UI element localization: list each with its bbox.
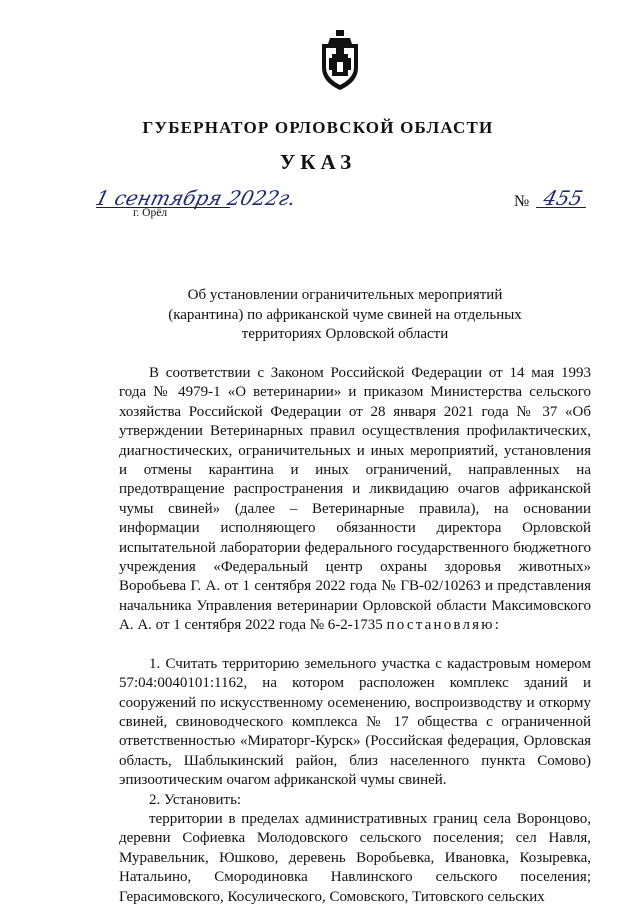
item-2-paragraph: территории в пределах административных границ села Воронцово, деревни Софиевка Молодовского сельского поселения; сел Навля, Муравельник, Юшково, деревень Воробьевка, Ивановка, Козыревка, Натальино, Смородиновка Навлинского сельского поселения; Герасимовского, Косулического, Сомовского, Титовского сельских: [119, 810, 591, 905]
handwritten-date: 1 сентября 2022г.: [93, 186, 299, 210]
city-label: г. Орёл: [133, 207, 168, 219]
title-line: Об установлении ограничительных мероприятий: [187, 287, 503, 303]
item-2-heading: 2. Установить:: [149, 791, 242, 808]
title-line: (карантина) по африканской чуме свиней на отдельных: [168, 306, 522, 323]
preamble-text: В соответствии с Законом Российской Федерации от 14 мая 1993 года № 4979-1 «О ветеринарии» и приказом Министерства сельского хозяйства Российской Федерации от 28 января 2021 года № 37 «Об утверждении Ветеринарных правил осуществления профилактических, диагностических, ограничительных и иных мероприятий, установления и отмены карантина и иных ограничений, направленных на предотвращение распространения и ликвидацию очагов африканской чумы свиней» (далее – Ветеринарные правила), на основании информации исполняющего обязанности директора Орловской испытательной лаборатории федерального государственного бюджетного учреждения «Федеральный центр охраны здоровья животных» Воробьева Г. А. от 1 сентября 2022 года № ГВ-02/10263 и представления начальника Управления ветеринарии Орловской области Максимовского А. А. от 1 сентября 2022 года № 6-2-1735: [119, 365, 591, 634]
number-underline: [536, 207, 586, 208]
decree-body: [119, 364, 591, 907]
decree-keyword: постановляю:: [386, 617, 502, 634]
preamble-paragraph: [119, 364, 591, 636]
decree-title: [160, 286, 530, 345]
title-line: территориях Орловской области: [241, 326, 449, 342]
number-sign: №: [514, 193, 530, 210]
document-type: УКАЗ: [279, 150, 357, 174]
issuing-authority: ГУБЕРНАТОР ОРЛОВСКОЙ ОБЛАСТИ: [142, 118, 494, 137]
handwritten-number: 455: [541, 186, 586, 210]
item-1-paragraph: 1. Считать территорию земельного участка с кадастровым номером 57:04:0040101:1162, на котором расположен комплекс зданий и сооружений по искусственному осеменению, воспроизводству и откорму свиней, свиноводческого комплекса № 17 общества с ограниченной ответственностью «Мираторг-Курск» (Российская федерация, Орловская область, Шаблыкинский район, близ населенного пункта Сомово) эпизоотическим очагом африканской чумы свиней.: [119, 655, 591, 789]
coat-of-arms-emblem: [316, 28, 364, 92]
